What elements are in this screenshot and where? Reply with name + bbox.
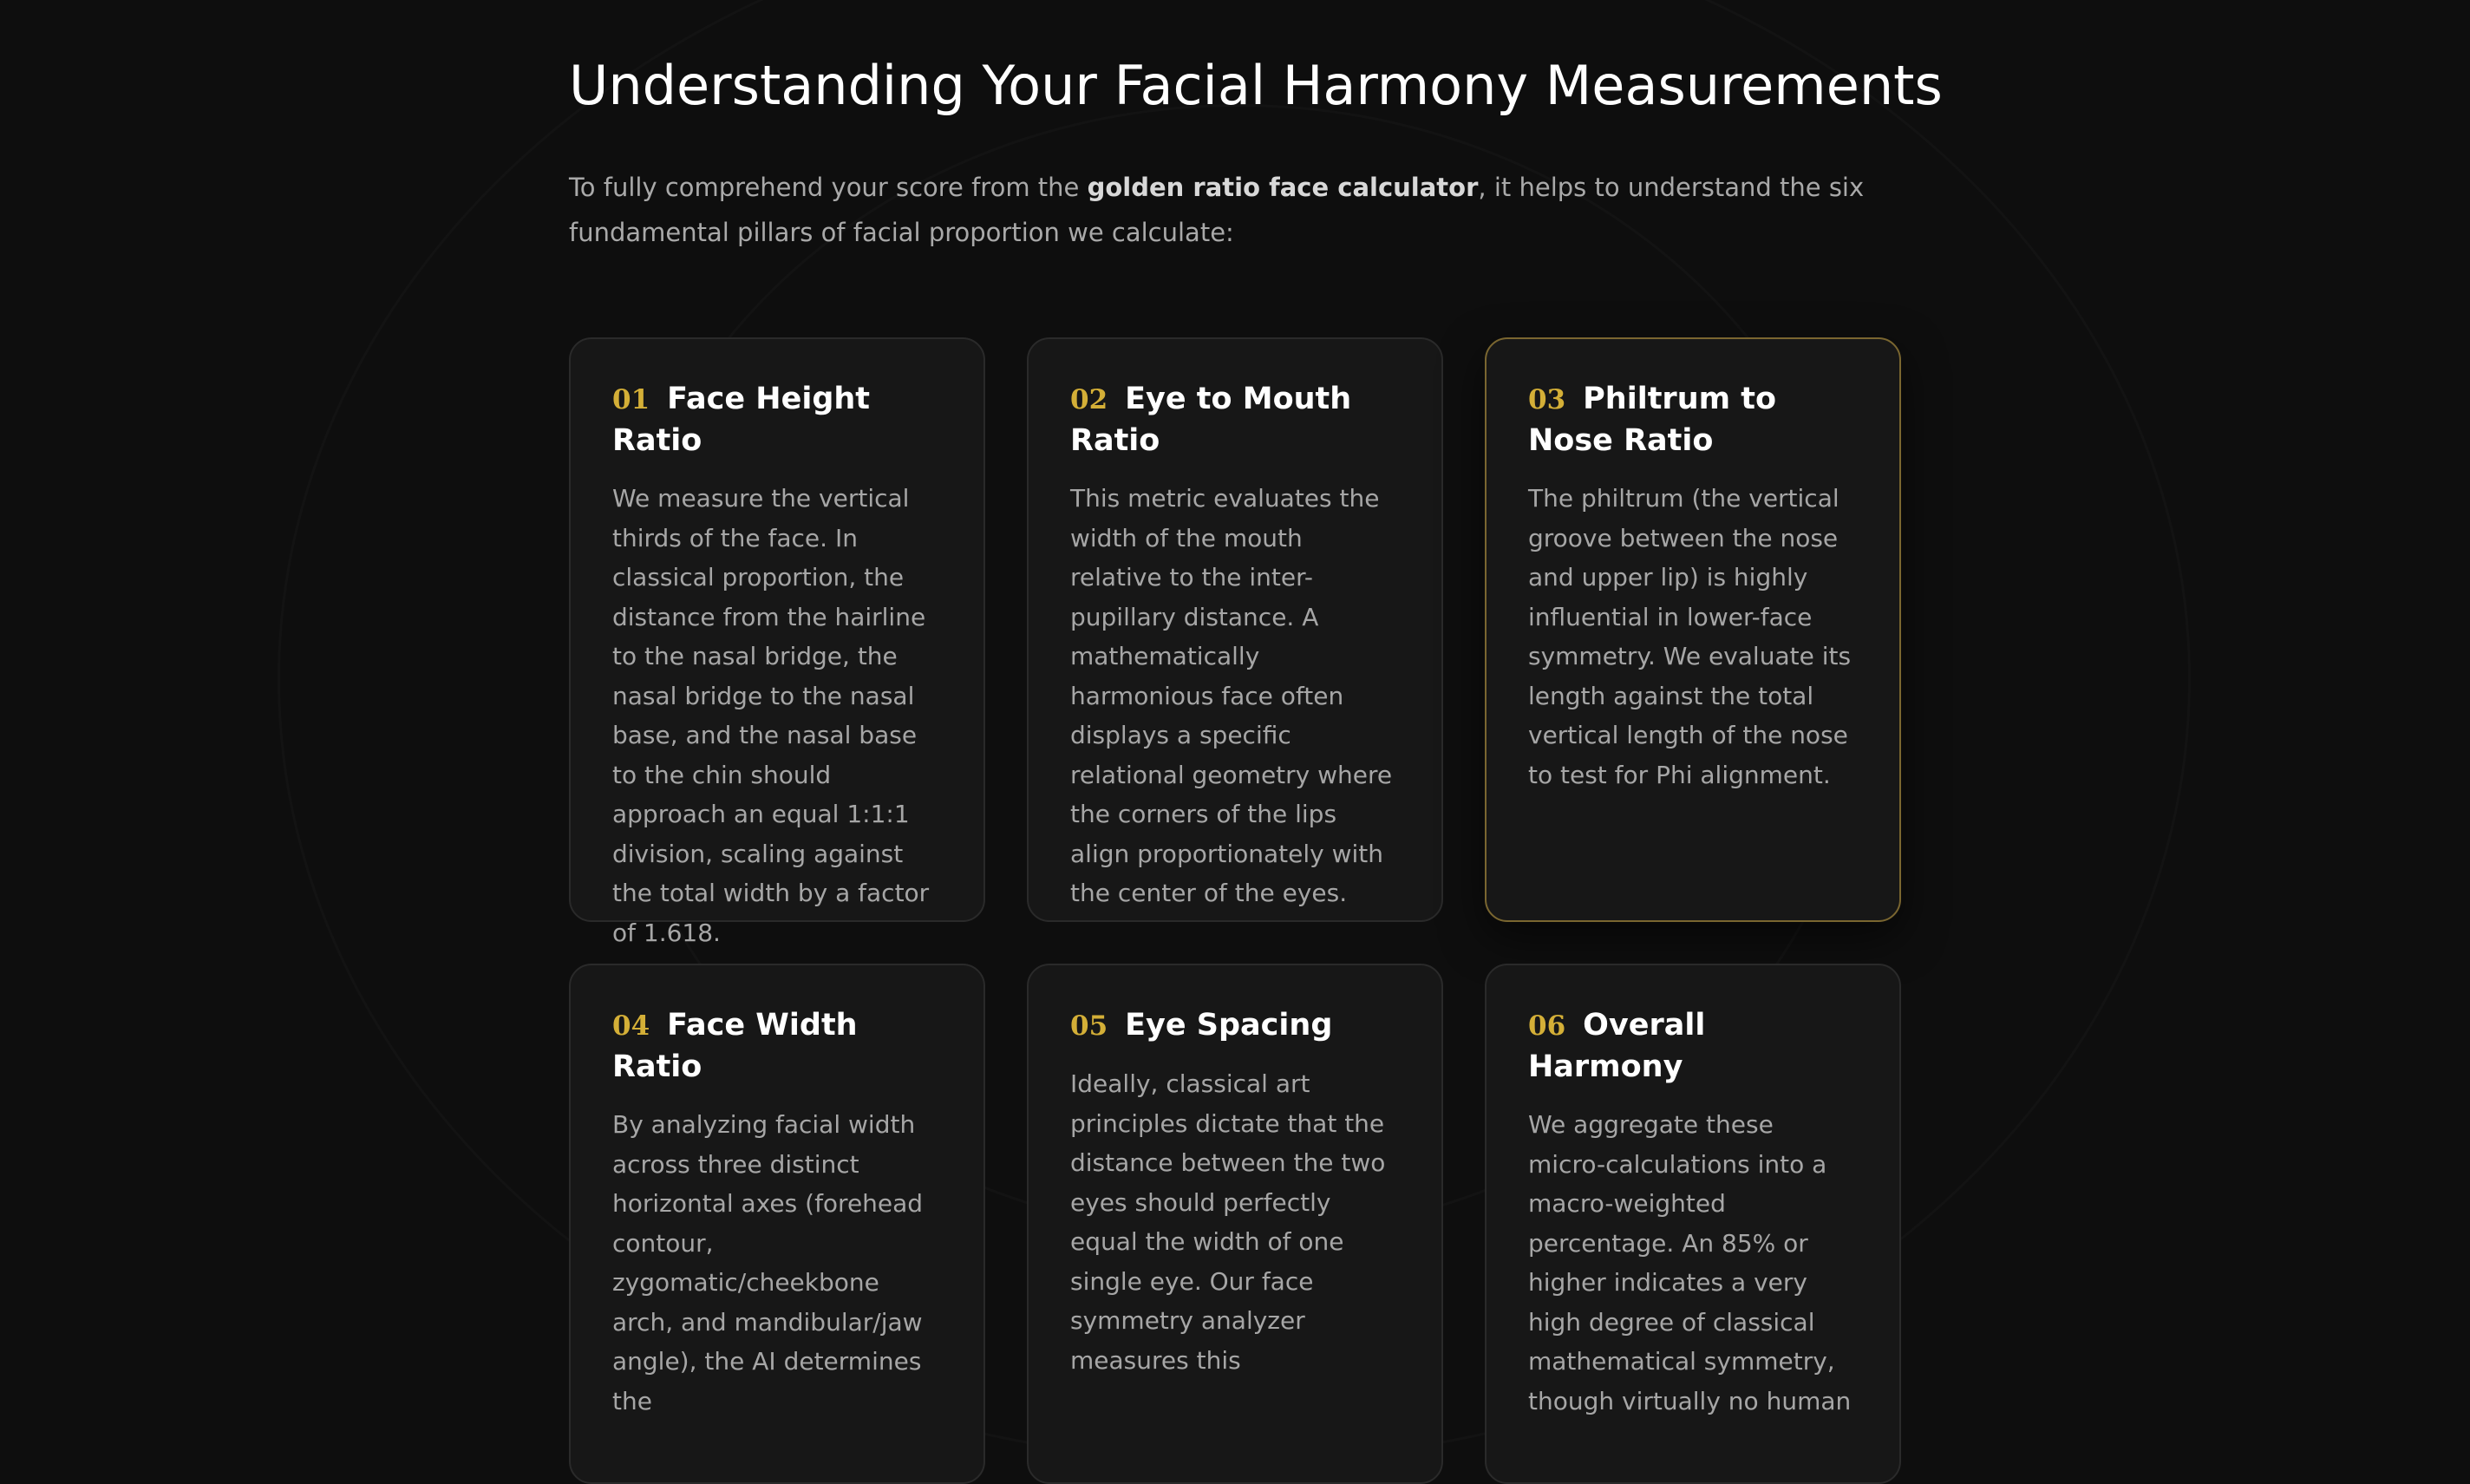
card-description: We aggregate these micro-calculations into a macro-weighted percentage. An 85% or higher indicates a very high degree of classical mathematical symmetry, though virtually no human [1528,1110,1852,1415]
card-heading [1528,379,1858,461]
card-description: Ideally, classical art principles dictate that the distance between the two eyes should perfectly equal the width of one single eye. Our face symmetry analyzer measures this [1070,1069,1386,1375]
metric-card-face-height[interactable] [569,337,985,947]
intro-text-after: , it helps to understand the six fundamental pillars of facial proportion we calculate: [569,173,1865,247]
card-description: This metric evaluates the width of the mouth relative to the inter-pupillary distance. A mathematically harmonious face often displays a specific relational geometry where the corners of the lips align proportionately with the center of the eyes. [1070,484,1393,907]
intro-text-before: To fully comprehend your score from the [569,173,1088,202]
card-heading [1070,379,1400,461]
card-heading [612,1005,942,1088]
card-title: Eye to Mouth Ratio [1070,382,1352,458]
metric-card-philtrum-to-nose[interactable] [1485,337,1901,922]
card-description: By analyzing facial width across three distinct horizontal axes (forehead contour, zygomatic/cheekbone arch, and mandibular/jaw angle), the AI determines the [612,1110,924,1415]
card-number: 03 [1528,384,1566,415]
intro-bold-keyword: golden ratio face calculator [1087,173,1479,202]
metric-card-eye-to-mouth[interactable] [1027,337,1443,922]
card-description: The philtrum (the vertical groove between the nose and upper lip) is highly influential in lower-face symmetry. We evaluate its length against the total vertical length of the nose to test for Phi alignment. [1528,484,1852,789]
card-number: 01 [612,384,650,415]
card-description: We measure the vertical thirds of the face. In classical proportion, the distance from the hairline to the nasal bridge, the nasal bridge to the nasal base, and the nasal base to the chin should approach an equal 1:1:1 division, scaling against the total width by a factor of 1.618. [612,484,930,947]
card-title: Overall Harmony [1528,1008,1706,1084]
card-number: 06 [1528,1010,1566,1042]
card-heading [1070,1005,1400,1047]
card-title: Face Width Ratio [612,1008,858,1084]
section-title: Understanding Your Facial Harmony Measurements [569,54,1943,117]
card-title: Face Height Ratio [612,382,871,458]
intro-paragraph [569,165,1901,255]
card-title: Philtrum to Nose Ratio [1528,382,1777,458]
card-heading [612,379,942,461]
metric-card-eye-spacing[interactable] [1027,964,1443,1484]
card-number: 04 [612,1010,650,1042]
card-title: Eye Spacing [1125,1008,1333,1043]
metric-card-face-width[interactable] [569,964,985,1484]
card-heading [1528,1005,1858,1088]
metric-card-overall-harmony[interactable] [1485,964,1901,1484]
card-number: 02 [1070,384,1108,415]
card-number: 05 [1070,1010,1108,1042]
